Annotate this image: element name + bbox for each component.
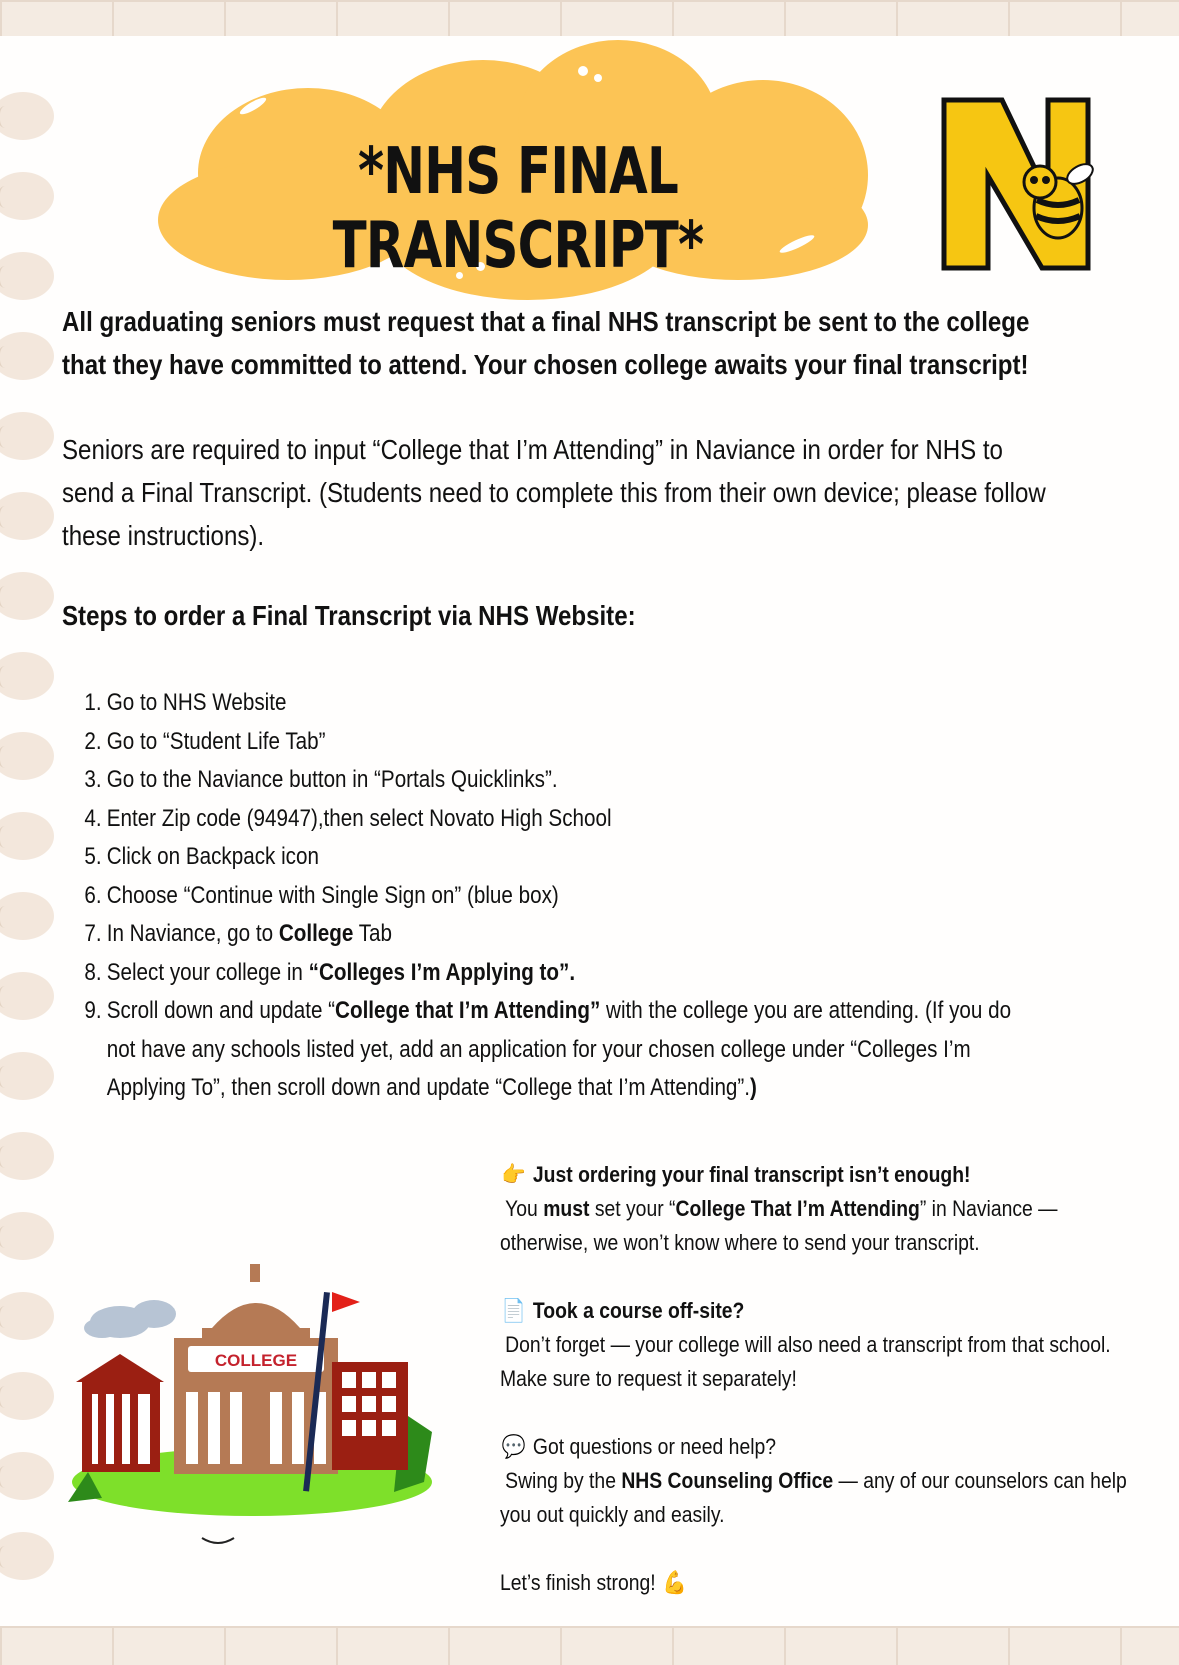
grid-border-top [0, 0, 1179, 36]
novato-n-logo [940, 96, 1102, 274]
binder-hole [0, 1452, 54, 1500]
tip-naviance: 👉 Just ordering your final transcript isn’t enough! You must set your “College That I’m Attending” in Naviance — otherwise, we won’t know where to send your transcript. [500, 1158, 1154, 1260]
steps-list [62, 684, 1094, 1108]
binder-hole [0, 812, 54, 860]
binder-hole [0, 92, 54, 140]
pointing-hand-icon: 👉 [501, 1162, 526, 1187]
college-building-illustration [62, 1262, 442, 1562]
step-item: 8. Select your college in “Colleges I’m Applying to”. [84, 958, 576, 986]
binder-hole [0, 1212, 54, 1260]
binder-hole [0, 332, 54, 380]
flexed-bicep-icon: 💪 [662, 1570, 687, 1595]
tip-off-site: 📄 Took a course off-site? Don’t forget — your college will also need a transcript from that school. Make sure to request it separately! [500, 1294, 1154, 1396]
step-item: 7. In Naviance, go to College Tab [84, 920, 393, 947]
college-sign: COLLEGE [214, 1351, 298, 1370]
step-item: 9. Scroll down and update “College that I’m Attending” with the college you are attending. (If you do not have any schools listed yet, add an application for your chosen college under “Colleges I’m Applying To”, then scroll down and update “College that I’m Attending”.) [84, 997, 1012, 1101]
closing-line: Let’s finish strong! 💪 [500, 1566, 1154, 1600]
binder-hole [0, 972, 54, 1020]
step-item: 5. Click on Backpack icon [84, 843, 319, 870]
step-item: 3. Go to the Naviance button in “Portals Quicklinks”. [84, 766, 558, 793]
intro-notice [62, 300, 1124, 386]
document-icon: 📄 [501, 1298, 526, 1323]
binder-hole [0, 1532, 54, 1580]
binder-hole [0, 252, 54, 300]
requirement-line: these instructions). [62, 520, 265, 551]
step-item: 4. Enter Zip code (94947),then select Novato High School [84, 804, 612, 832]
binder-hole [0, 1372, 54, 1420]
binder-hole [0, 892, 54, 940]
step-item: 2. Go to “Student Life Tab” [84, 727, 326, 755]
requirement-line: send a Final Transcript. (Students need to complete this from their own device; please follow [62, 477, 1046, 508]
speech-bubble-icon: 💬 [501, 1434, 526, 1459]
intro-line: that they have committed to attend. Your chosen college awaits your final transcript! [62, 349, 1029, 380]
page-title: *NHS FINAL TRANSCRIPT* [332, 135, 704, 283]
requirement-line: Seniors are required to input “College that I’m Attending” in Naviance in order for NHS to [62, 434, 1003, 465]
step-item: 1. Go to NHS Website [84, 689, 287, 716]
binder-hole [0, 1132, 54, 1180]
naviance-requirement [62, 428, 1128, 557]
tips-section [500, 1158, 1154, 1600]
binder-hole [0, 492, 54, 540]
grid-border-bottom [0, 1626, 1179, 1665]
binder-hole [0, 1052, 54, 1100]
binder-hole [0, 732, 54, 780]
steps-heading: Steps to order a Final Transcript via NHS Website: [62, 600, 636, 631]
step-item: 6. Choose “Continue with Single Sign on” (blue box) [84, 881, 559, 909]
binder-hole [0, 1292, 54, 1340]
binder-hole [0, 172, 54, 220]
binder-hole [0, 412, 54, 460]
binder-hole [0, 652, 54, 700]
tip-help: 💬 Got questions or need help? Swing by the NHS Counseling Office — any of our counselors can help you out quickly and easily. [500, 1430, 1154, 1532]
title-cloud [158, 40, 878, 300]
intro-line: All graduating seniors must request that a final NHS transcript be sent to the college [62, 306, 1030, 337]
binder-hole [0, 572, 54, 620]
